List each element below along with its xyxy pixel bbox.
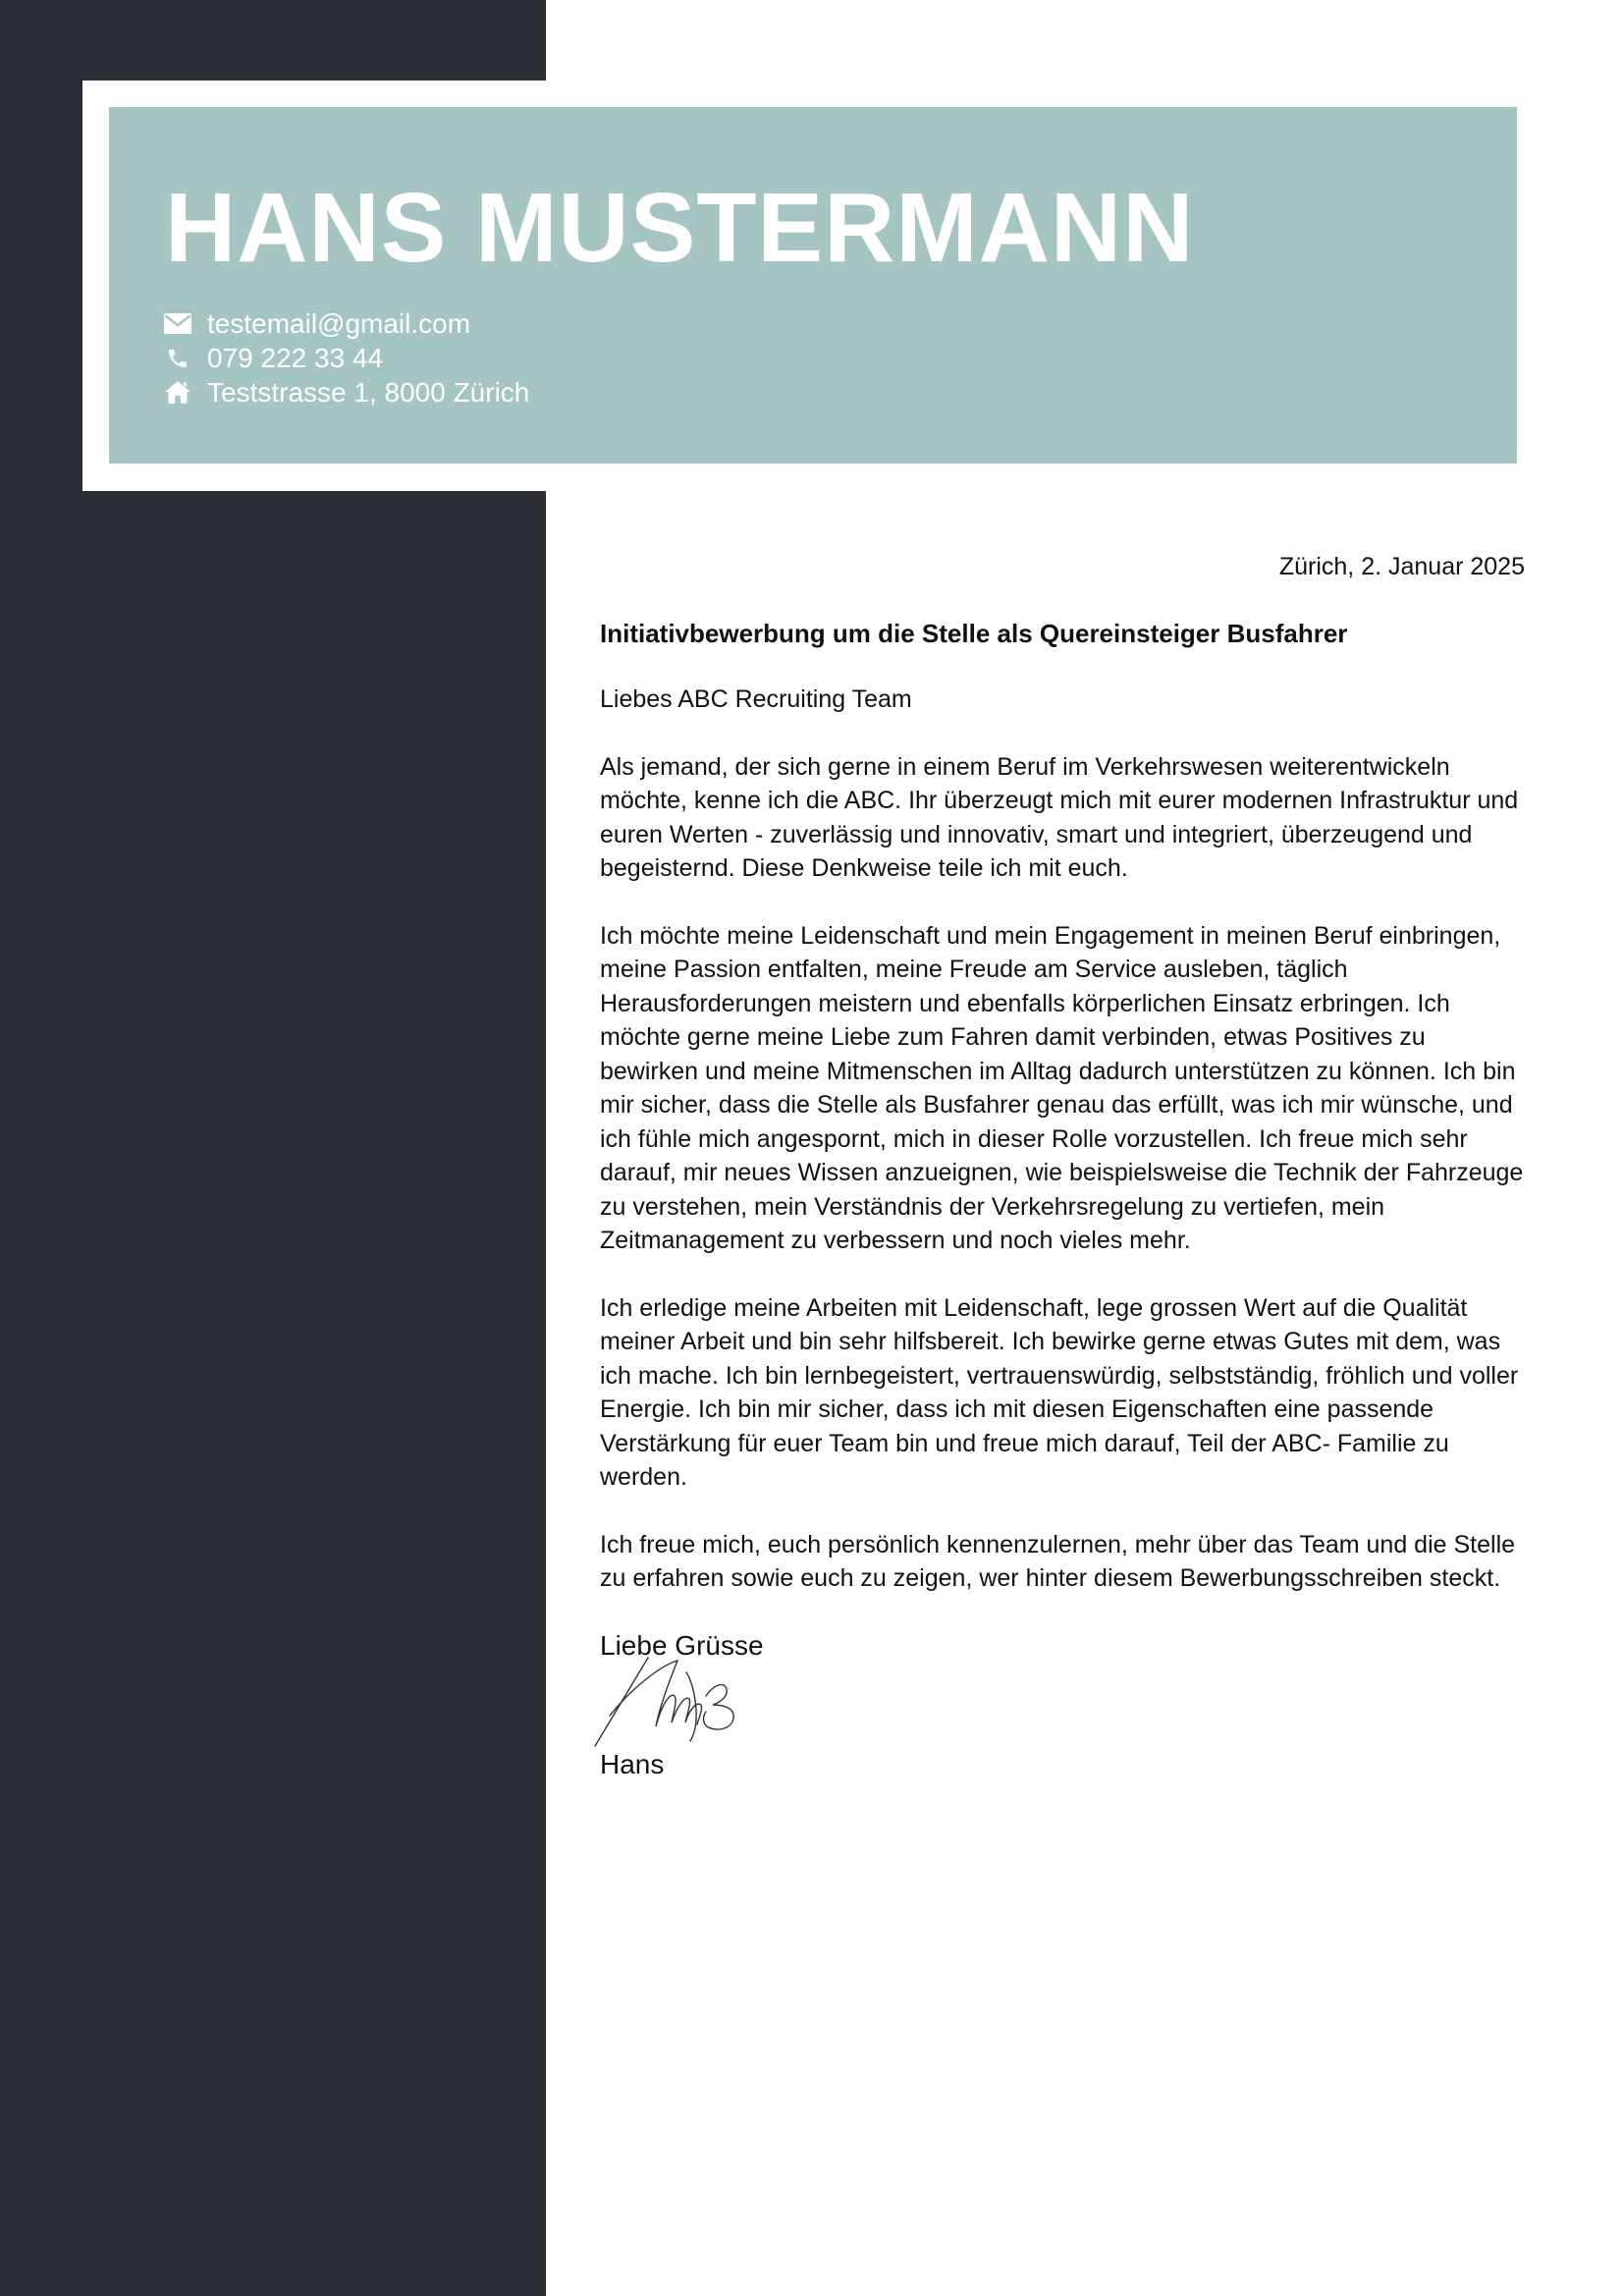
contact-phone-value: 079 222 33 44: [207, 342, 384, 373]
paragraph-1: Als jemand, der sich gerne in einem Beruf im Verkehrswesen weiterentwickeln möchte, kenne ich die ABC. Ihr überzeugt mich mit eurer modernen Infrastruktur und euren Werten - zuverlässig und innovativ, smart und integriert, überzeugend und begeisternd. Diese Denkweise teile ich mit euch.: [600, 752, 1519, 882]
subject-line: Initiativbewerbung um die Stelle als Quereinsteiger Busfahrer: [600, 618, 1348, 648]
paragraph-4: Ich freue mich, euch persönlich kennenzulernen, mehr über das Team und die Stelle zu erfahren sowie euch zu zeigen, wer hinter diesem Bewerbungsschreiben steckt.: [600, 1530, 1516, 1592]
contact-email-value: testemail@gmail.com: [207, 307, 471, 339]
paragraph-2: Ich möchte meine Leidenschaft und mein Engagement in meinen Beruf einbringen, meine Passion entfalten, meine Freude am Service ausleben, täglich Herausforderungen meistern und ebenfalls körperlichen Einsatz erbringen. Ich möchte gerne meine Liebe zum Fahren damit verbinden, etwas Positives zu bewirken und meine Mitmenschen im Alltag dadurch unterstützen zu können. Ich bin mir sicher, dass die Stelle als Busfahrer genau das erfüllt, was ich mir wünsche, und ich fühle mich angespornt, mich in dieser Rolle vorzustellen. Ich freue mich sehr darauf, mir neues Wissen anzueignen, wie beispielsweise die Technik der Fahrzeuge zu verstehen, mein Verständnis der Verkehrsregelung zu vertiefen, mein Zeitmanagement zu verbessern und noch vieles mehr.: [600, 921, 1524, 1254]
contact-list: [163, 306, 529, 410]
contact-phone: [163, 341, 529, 375]
signature-scribble: [592, 1655, 764, 1748]
contact-email: [163, 306, 529, 341]
date-line: Zürich, 2. Januar 2025: [1278, 553, 1525, 580]
phone-icon: [163, 347, 192, 370]
contact-address-value: Teststrasse 1, 8000 Zürich: [207, 376, 530, 408]
letter-body: [600, 550, 1525, 1816]
closing-line: Liebe Grüsse: [600, 1629, 764, 1661]
name-heading: HANS MUSTERMANN: [165, 173, 1195, 283]
contact-address: [163, 375, 529, 410]
paragraph-3: Ich erledige meine Arbeiten mit Leidenschaft, lege grossen Wert auf die Qualität meiner Arbeit und bin sehr hilfsbereit. Ich bewirke gerne etwas Gutes mit dem, was ich mache. Ich bin lernbegeistert, vertrauenswürdig, selbstständig, fröhlich und voller Energie. Ich bin mir sicher, dass ich mit diesen Eigenschaften eine passende Verstärkung für euer Team bin und freue mich darauf, Teil der ABC- Familie zu werden.: [600, 1293, 1519, 1491]
signature-name: Hans: [600, 1749, 665, 1779]
home-icon: [163, 381, 192, 404]
envelope-icon: [163, 313, 192, 334]
header-card: [109, 107, 1517, 464]
salutation: Liebes ABC Recruiting Team: [600, 685, 912, 713]
